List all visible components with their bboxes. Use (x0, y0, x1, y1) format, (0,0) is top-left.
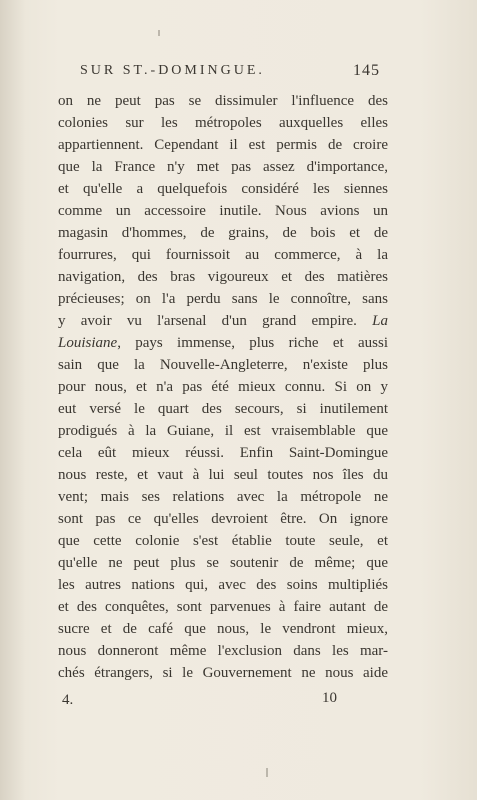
text-line: nous donneront même l'exclusion dans les mar- (58, 643, 388, 659)
text-line: les autres nations qui, avec des soins multipliés (58, 577, 388, 593)
paper-speck (266, 768, 268, 777)
text-line: nous reste, et vaut à lui seul toutes nos îles du (58, 467, 388, 483)
text-line: sucre et de café que nous, le vendront mieux, (58, 621, 388, 637)
text-line: appartiennent. Cependant il est permis de croire (58, 137, 388, 153)
running-title: SUR ST.-DOMINGUE. (80, 63, 265, 78)
text-line: cela eût mieux réussi. Enfin Saint-Domingue (58, 445, 388, 461)
page-number: 145 (353, 62, 380, 79)
text-line: fourrures, qui fournissoit au commerce, à la (58, 247, 388, 263)
text-line: et qu'elle a quelquefois considéré les siennes (58, 181, 388, 197)
text-line: sont pas ce qu'elles devroient être. On ignore (58, 511, 388, 527)
text-line: pour nous, et n'a pas été mieux connu. Si on y (58, 379, 388, 395)
paper-speck (158, 30, 160, 36)
text-line: colonies sur les métropoles auxquelles elles (58, 115, 388, 131)
text-line: précieuses; on l'a perdu sans le connoître, sans (58, 291, 388, 307)
signature-mark: 4. (62, 692, 74, 708)
text-line: vent; mais ses relations avec la métropole ne (58, 489, 388, 505)
text-line: que cette colonie s'est établie toute seule, et (58, 533, 388, 549)
body-text (58, 90, 388, 684)
text-line: chés étrangers, si le Gouvernement ne nous aide (58, 665, 388, 681)
text-line: y avoir vu l'arsenal d'un grand empire. La (58, 313, 388, 329)
text-line: Louisiane, pays immense, plus riche et aussi (58, 335, 388, 351)
text-line: navigation, des bras vigoureux et des matières (58, 269, 388, 285)
text-line: comme un accessoire inutile. Nous avions un (58, 203, 388, 219)
text-line: eut versé le quart des secours, si inutilement (58, 401, 388, 417)
text-line: on ne peut pas se dissimuler l'influence des (58, 93, 388, 109)
text-line: et des conquêtes, sont parvenues à faire autant de (58, 599, 388, 615)
text-line: sain que la Nouvelle-Angleterre, n'existe plus (58, 357, 388, 373)
catchword: 10 (322, 690, 337, 706)
text-line: magasin d'hommes, de grains, de bois et de (58, 225, 388, 241)
text-line: que la France n'y met pas assez d'importance, (58, 159, 388, 175)
text-line: qu'elle ne peut plus se soutenir de même; que (58, 555, 388, 571)
text-line: prodigués à la Guiane, il est vraisemblable que (58, 423, 388, 439)
